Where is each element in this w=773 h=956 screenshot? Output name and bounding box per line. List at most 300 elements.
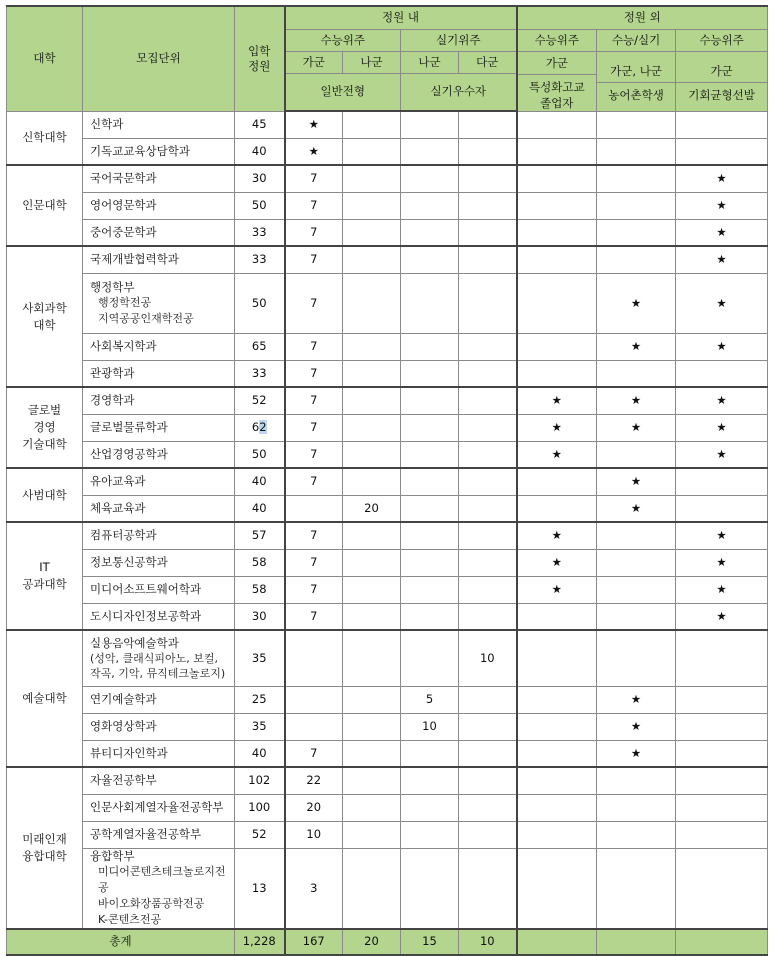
quota-type-cell xyxy=(343,111,401,138)
unit-name: 융합학부 xyxy=(90,848,135,863)
unit-name: 체육교육과 xyxy=(90,500,146,515)
header-out-mixed: 수능/실기 xyxy=(597,29,676,51)
quota-type-cell: 7 xyxy=(285,165,343,192)
quota-type-cell xyxy=(459,848,517,929)
quota-cell: 45 xyxy=(235,111,285,138)
table-row xyxy=(7,414,768,441)
table-row xyxy=(7,333,768,360)
college-cell xyxy=(7,522,83,630)
quota-type-cell xyxy=(597,630,676,686)
quota-type-cell: ★ xyxy=(676,414,768,441)
quota-type-cell xyxy=(401,219,459,246)
quota-type-cell xyxy=(517,767,597,794)
quota-type-cell xyxy=(597,549,676,576)
unit-name: 영어영문학과 xyxy=(90,198,157,212)
quota-type-cell: 7 xyxy=(285,576,343,603)
header-out-suneung1: 수능위주 xyxy=(517,29,597,51)
quota-cell: 35 xyxy=(235,713,285,740)
quota-type-cell xyxy=(343,821,401,848)
sub-major: 미디어콘텐츠테크놀로지전공 xyxy=(98,864,226,894)
unit-cell xyxy=(83,273,235,333)
quota-cell: 40 xyxy=(235,495,285,522)
quota-type-cell: ★ xyxy=(676,192,768,219)
quota-type-cell: ★ xyxy=(676,219,768,246)
college-cell xyxy=(7,468,83,522)
college-name: IT xyxy=(39,560,50,574)
quota-type-cell: 7 xyxy=(285,246,343,273)
quota-type-cell: ★ xyxy=(676,246,768,273)
table-row xyxy=(7,740,768,767)
quota-cell: 33 xyxy=(235,219,285,246)
unit-cell xyxy=(83,794,235,821)
sub-major: 행정학전공 xyxy=(98,295,152,309)
quota-type-cell xyxy=(343,165,401,192)
quota-type-cell xyxy=(459,387,517,414)
quota-type-cell: 7 xyxy=(285,360,343,387)
quota-type-cell xyxy=(459,441,517,468)
college-name: 인문대학 xyxy=(22,198,67,212)
quota-type-cell xyxy=(597,603,676,630)
quota-cell: 40 xyxy=(235,468,285,495)
quota-type-cell xyxy=(343,138,401,165)
header-group-ga: 가군 xyxy=(285,51,343,73)
quota-cell: 50 xyxy=(235,273,285,333)
college-name: 신학대학 xyxy=(22,130,67,145)
quota-type-cell xyxy=(459,713,517,740)
quota-type-cell xyxy=(676,713,768,740)
total-cell: 10 xyxy=(459,929,517,955)
unit-detail: (성악, 클래식피아노, 보컬, 작곡, 기악, 뮤직테크놀로지) xyxy=(90,651,226,680)
quota-type-cell: 7 xyxy=(285,740,343,767)
unit-name: 실용음악예술학과 xyxy=(90,635,179,650)
unit-name: 미디어소프트웨어학과 xyxy=(90,582,202,596)
quota-type-cell: ★ xyxy=(597,740,676,767)
unit-name: 경영학과 xyxy=(90,393,135,408)
quota-type-cell xyxy=(676,848,768,929)
quota-type-cell xyxy=(517,273,597,333)
quota-type-cell: ★ xyxy=(676,522,768,549)
table-row xyxy=(7,246,768,273)
header-college: 대학 xyxy=(7,6,83,111)
quota-cell: 58 xyxy=(235,576,285,603)
header-farm: 가군, 나군 농어촌학생 xyxy=(597,51,676,111)
unit-name: 국어국문학과 xyxy=(90,171,157,186)
table-row xyxy=(7,630,768,686)
quota-type-cell: 3 xyxy=(285,848,343,929)
quota-type-cell xyxy=(676,111,768,138)
quota-type-cell xyxy=(597,246,676,273)
quota-type-cell xyxy=(401,165,459,192)
quota-type-cell xyxy=(459,522,517,549)
table-row xyxy=(7,111,768,138)
quota-type-cell xyxy=(597,821,676,848)
unit-cell xyxy=(83,468,235,495)
quota-cell: 50 xyxy=(235,441,285,468)
table-row xyxy=(7,219,768,246)
quota-type-cell xyxy=(459,138,517,165)
quota-type-cell xyxy=(597,522,676,549)
header-special-hs: 가군 특성화고교 졸업자 xyxy=(517,51,597,111)
quota-type-cell xyxy=(459,273,517,333)
quota-type-cell xyxy=(401,333,459,360)
quota-type-cell xyxy=(343,576,401,603)
unit-name: 연기예술학과 xyxy=(90,692,157,706)
quota-type-cell xyxy=(517,468,597,495)
quota-type-cell xyxy=(401,441,459,468)
quota-type-cell xyxy=(459,192,517,219)
quota-type-cell xyxy=(401,522,459,549)
quota-type-cell xyxy=(401,360,459,387)
quota-type-cell xyxy=(459,576,517,603)
college-name: 글로벌 xyxy=(27,403,62,417)
quota-type-cell: ★ xyxy=(517,522,597,549)
quota-type-cell xyxy=(343,333,401,360)
quota-type-cell xyxy=(401,848,459,929)
unit-cell xyxy=(83,333,235,360)
quota-type-cell xyxy=(517,333,597,360)
unit-name: 기독교교육상담학과 xyxy=(90,143,190,158)
quota-type-cell xyxy=(597,111,676,138)
quota-cell: 52 xyxy=(235,821,285,848)
quota-type-cell xyxy=(597,794,676,821)
quota-type-cell xyxy=(517,360,597,387)
quota-type-cell xyxy=(459,549,517,576)
quota-type-cell xyxy=(459,740,517,767)
quota-type-cell: ★ xyxy=(597,713,676,740)
quota-type-cell: ★ xyxy=(676,387,768,414)
table-row xyxy=(7,192,768,219)
unit-name: 도시디자인정보공학과 xyxy=(90,608,202,623)
quota-cell: 40 xyxy=(235,138,285,165)
college-name: 사범대학 xyxy=(22,487,67,502)
quota-type-cell xyxy=(459,333,517,360)
quota-type-cell xyxy=(459,821,517,848)
quota-cell: 102 xyxy=(235,767,285,794)
quota-type-cell xyxy=(401,246,459,273)
quota-type-cell xyxy=(459,495,517,522)
quota-type-cell xyxy=(676,794,768,821)
quota-type-cell xyxy=(343,360,401,387)
quota-type-cell xyxy=(343,794,401,821)
table-row xyxy=(7,495,768,522)
quota-type-cell xyxy=(343,767,401,794)
quota-type-cell xyxy=(343,273,401,333)
quota-type-cell xyxy=(401,414,459,441)
college-name: 융합대학 xyxy=(22,848,67,863)
quota-value: 6 xyxy=(251,420,260,434)
quota-type-cell xyxy=(343,441,401,468)
quota-type-cell xyxy=(459,603,517,630)
quota-cell: 52 xyxy=(235,387,285,414)
quota-type-cell xyxy=(517,794,597,821)
quota-type-cell xyxy=(343,246,401,273)
unit-cell xyxy=(83,414,235,441)
quota-type-cell xyxy=(343,522,401,549)
quota-type-cell xyxy=(517,686,597,713)
quota-type-cell: ★ xyxy=(676,273,768,333)
quota-type-cell xyxy=(676,495,768,522)
college-name: 예술대학 xyxy=(22,691,67,705)
quota-type-cell: ★ xyxy=(517,387,597,414)
college-cell xyxy=(7,111,83,165)
unit-name: 공학계열자율전공학부 xyxy=(90,827,202,841)
quota-type-cell xyxy=(597,138,676,165)
header-practical-main: 실기위주 xyxy=(401,29,517,51)
quota-type-cell xyxy=(343,686,401,713)
header-type-practical: 실기우수자 xyxy=(401,73,517,111)
unit-cell xyxy=(83,387,235,414)
quota-cell: 58 xyxy=(235,549,285,576)
quota-type-cell: 10 xyxy=(459,630,517,686)
quota-type-cell xyxy=(401,549,459,576)
quota-type-cell: 22 xyxy=(285,767,343,794)
unit-name: 뷰티디자인학과 xyxy=(90,745,168,760)
quota-type-cell xyxy=(343,219,401,246)
quota-cell: 30 xyxy=(235,165,285,192)
unit-name: 정보통신공학과 xyxy=(90,555,168,569)
quota-type-cell xyxy=(401,138,459,165)
quota-type-cell xyxy=(517,495,597,522)
total-cell: 20 xyxy=(343,929,401,955)
quota-type-cell: ★ xyxy=(597,468,676,495)
college-name: 기술대학 xyxy=(22,437,67,451)
total-cell xyxy=(597,929,676,955)
quota-type-cell xyxy=(517,219,597,246)
quota-type-cell xyxy=(343,414,401,441)
unit-cell xyxy=(83,441,235,468)
quota-type-cell xyxy=(597,848,676,929)
total-cell xyxy=(676,929,768,955)
quota-type-cell: 7 xyxy=(285,387,343,414)
sub-major: 지역공공인재학전공 xyxy=(98,311,194,325)
quota-type-cell: ★ xyxy=(597,414,676,441)
header-group-na2: 나군 xyxy=(401,51,459,73)
quota-type-cell xyxy=(401,794,459,821)
quota-type-cell: ★ xyxy=(676,576,768,603)
table-row xyxy=(7,767,768,794)
quota-type-cell xyxy=(401,576,459,603)
table-row xyxy=(7,273,768,333)
quota-type-cell: 10 xyxy=(285,821,343,848)
quota-type-cell: ★ xyxy=(517,549,597,576)
header-group-na: 나군 xyxy=(343,51,401,73)
quota-type-cell xyxy=(459,246,517,273)
quota-type-cell xyxy=(343,603,401,630)
quota-type-cell xyxy=(517,138,597,165)
unit-cell xyxy=(83,192,235,219)
table-row xyxy=(7,821,768,848)
quota-type-cell: ★ xyxy=(517,441,597,468)
total-quota: 1,228 xyxy=(235,929,285,955)
header-balance: 가군 기회균형선발 xyxy=(676,51,768,111)
quota-type-cell: ★ xyxy=(517,414,597,441)
quota-type-cell xyxy=(676,360,768,387)
quota-type-cell xyxy=(343,468,401,495)
header-type-general: 일반전형 xyxy=(285,73,401,111)
unit-name: 신학과 xyxy=(90,117,124,131)
unit-name: 국제개발협력학과 xyxy=(90,252,179,267)
header-group-da: 다군 xyxy=(459,51,517,73)
quota-type-cell xyxy=(517,246,597,273)
unit-cell xyxy=(83,246,235,273)
unit-cell xyxy=(83,576,235,603)
quota-cell: 35 xyxy=(235,630,285,686)
quota-type-cell xyxy=(517,848,597,929)
quota-type-cell xyxy=(401,495,459,522)
table-row xyxy=(7,794,768,821)
header-group-out1: 가군 xyxy=(518,52,597,75)
quota-cell: 13 xyxy=(235,848,285,929)
quota-type-cell xyxy=(676,138,768,165)
unit-cell xyxy=(83,138,235,165)
unit-cell xyxy=(83,549,235,576)
quota-type-cell: ★ xyxy=(597,333,676,360)
quota-type-cell xyxy=(517,165,597,192)
quota-type-cell xyxy=(517,740,597,767)
quota-type-cell: ★ xyxy=(676,333,768,360)
total-cell: 167 xyxy=(285,929,343,955)
quota-type-cell xyxy=(459,414,517,441)
unit-name: 산업경영공학과 xyxy=(90,446,168,461)
quota-type-cell: ★ xyxy=(597,273,676,333)
quota-type-cell xyxy=(343,740,401,767)
quota-type-cell xyxy=(401,468,459,495)
table-row xyxy=(7,576,768,603)
quota-cell: 25 xyxy=(235,686,285,713)
quota-type-cell xyxy=(401,387,459,414)
quota-type-cell xyxy=(285,630,343,686)
quota-type-cell xyxy=(597,360,676,387)
header-group-out3: 가군 xyxy=(676,60,767,83)
table-row xyxy=(7,387,768,414)
unit-cell xyxy=(83,848,235,929)
quota-type-cell: 20 xyxy=(285,794,343,821)
header-outside: 정원 외 xyxy=(517,6,768,29)
quota-type-cell: 7 xyxy=(285,603,343,630)
quota-cell: 50 xyxy=(235,192,285,219)
quota-type-cell xyxy=(285,686,343,713)
quota-type-cell xyxy=(517,821,597,848)
quota-type-cell xyxy=(401,192,459,219)
quota-type-cell xyxy=(285,713,343,740)
unit-name: 영화영상학과 xyxy=(90,719,157,733)
unit-name: 자율전공학부 xyxy=(90,773,157,788)
unit-name: 사회복지학과 xyxy=(90,339,157,353)
quota-type-cell xyxy=(459,686,517,713)
quota-cell: 30 xyxy=(235,603,285,630)
quota-cell: 33 xyxy=(235,246,285,273)
quota-type-cell: 5 xyxy=(401,686,459,713)
unit-cell xyxy=(83,821,235,848)
quota-type-cell xyxy=(676,630,768,686)
table-row xyxy=(7,713,768,740)
quota-type-cell xyxy=(459,360,517,387)
college-name: 공과대학 xyxy=(22,577,67,591)
header-out-suneung2: 수능위주 xyxy=(676,29,768,51)
college-cell xyxy=(7,246,83,387)
unit-cell xyxy=(83,219,235,246)
quota-type-cell xyxy=(517,713,597,740)
quota-type-cell xyxy=(597,219,676,246)
quota-type-cell xyxy=(597,165,676,192)
unit-name: 행정학부 xyxy=(90,279,135,294)
table-row xyxy=(7,468,768,495)
unit-cell xyxy=(83,713,235,740)
header-quota: 입학 정원 xyxy=(235,6,285,111)
quota-type-cell xyxy=(676,686,768,713)
quota-type-cell xyxy=(459,165,517,192)
quota-type-cell: ★ xyxy=(597,495,676,522)
unit-name: 관광학과 xyxy=(90,365,135,380)
college-name: 대학 xyxy=(33,317,56,332)
quota-type-cell: 7 xyxy=(285,468,343,495)
quota-cell: 33 xyxy=(235,360,285,387)
table-row xyxy=(7,603,768,630)
quota-type-cell xyxy=(459,794,517,821)
quota-type-cell xyxy=(401,740,459,767)
quota-type-cell xyxy=(343,630,401,686)
quota-type-cell xyxy=(597,441,676,468)
quota-type-cell xyxy=(343,549,401,576)
quota-type-cell xyxy=(597,576,676,603)
college-cell xyxy=(7,767,83,929)
unit-cell xyxy=(83,522,235,549)
quota-type-cell xyxy=(517,192,597,219)
quota-type-cell: ★ xyxy=(597,686,676,713)
unit-cell xyxy=(83,740,235,767)
unit-cell xyxy=(83,111,235,138)
college-name: 경영 xyxy=(33,420,56,434)
quota-type-cell xyxy=(597,192,676,219)
header-group-out2: 가군, 나군 xyxy=(597,60,675,83)
quota-type-cell xyxy=(285,495,343,522)
college-name: 사회과학 xyxy=(22,300,67,315)
unit-cell xyxy=(83,686,235,713)
quota-type-cell xyxy=(517,111,597,138)
quota-type-cell: ★ xyxy=(517,576,597,603)
quota-type-cell xyxy=(401,273,459,333)
quota-type-cell: 7 xyxy=(285,522,343,549)
table-row xyxy=(7,848,768,929)
quota-type-cell xyxy=(343,192,401,219)
unit-cell xyxy=(83,603,235,630)
quota-cell xyxy=(235,414,285,441)
unit-cell xyxy=(83,360,235,387)
college-name: 미래인재 xyxy=(22,831,67,846)
quota-cell: 40 xyxy=(235,740,285,767)
quota-type-cell: ★ xyxy=(285,138,343,165)
quota-type-cell xyxy=(343,848,401,929)
sub-major: K-콘텐츠전공 xyxy=(98,912,162,926)
quota-type-cell xyxy=(676,767,768,794)
table-row xyxy=(7,549,768,576)
quota-type-cell xyxy=(459,219,517,246)
quota-cell: 57 xyxy=(235,522,285,549)
quota-type-cell xyxy=(597,767,676,794)
table-row xyxy=(7,360,768,387)
table-row xyxy=(7,138,768,165)
college-cell xyxy=(7,165,83,246)
quota-type-cell: 7 xyxy=(285,192,343,219)
quota-type-cell: ★ xyxy=(676,441,768,468)
quota-type-cell xyxy=(401,767,459,794)
quota-type-cell xyxy=(343,713,401,740)
header-suneung-main: 수능위주 xyxy=(285,29,401,51)
quota-type-cell: ★ xyxy=(597,387,676,414)
quota-type-cell xyxy=(676,468,768,495)
header-inside: 정원 내 xyxy=(285,6,517,29)
quota-type-cell xyxy=(459,468,517,495)
